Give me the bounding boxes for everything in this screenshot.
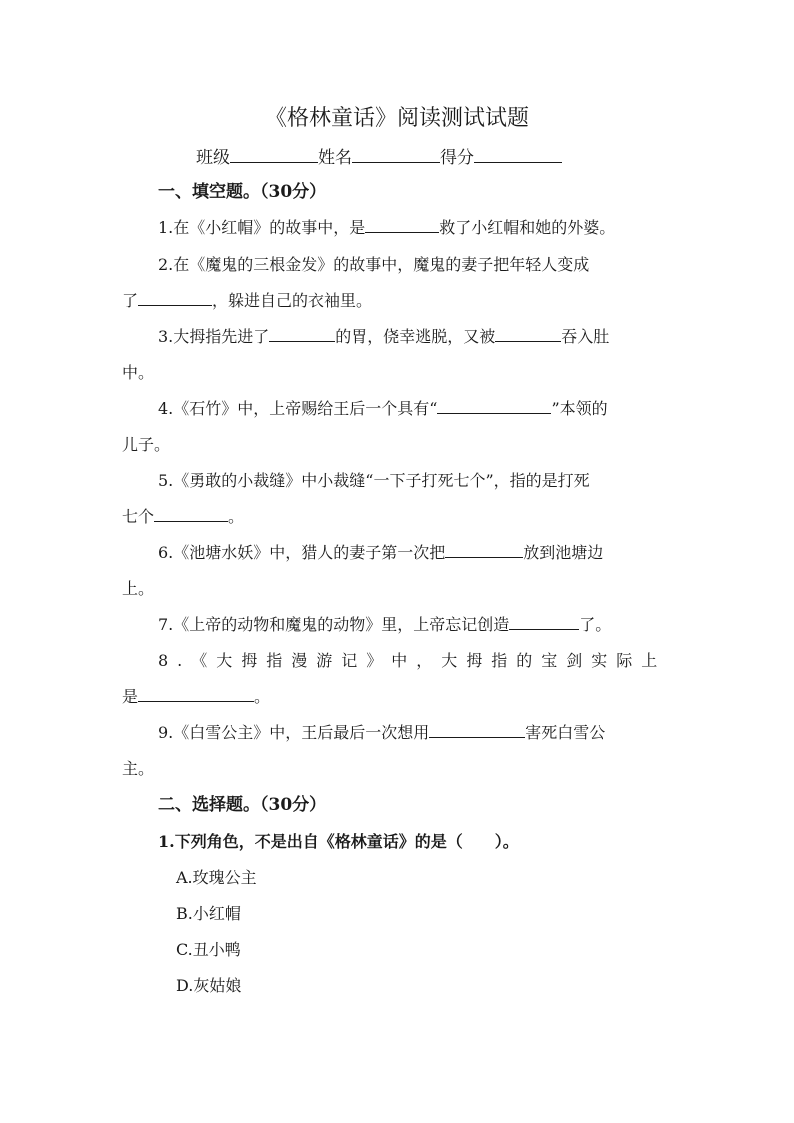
question-3-cont: 中。 bbox=[122, 363, 155, 382]
student-info-line bbox=[196, 145, 562, 171]
question-4: 4.《石竹》中，上帝赐给王后一个具有“ ”本领的 bbox=[122, 396, 674, 422]
answer-blank[interactable] bbox=[445, 540, 523, 558]
answer-blank[interactable] bbox=[429, 720, 525, 738]
option-c[interactable]: C.丑小鸭 bbox=[176, 940, 241, 959]
section-heading-fill-in: 一、填空题。（30分） bbox=[158, 182, 327, 202]
answer-blank[interactable] bbox=[154, 504, 228, 522]
option-d[interactable]: D.灰姑娘 bbox=[176, 976, 242, 995]
question-7: 7.《上帝的动物和魔鬼的动物》里，上帝忘记创造 了。 bbox=[122, 612, 674, 638]
answer-blank[interactable] bbox=[138, 684, 254, 702]
answer-blank[interactable] bbox=[365, 215, 439, 233]
name-blank[interactable] bbox=[352, 145, 440, 163]
option-a[interactable]: A.玫瑰公主 bbox=[176, 868, 257, 887]
question-6-cont: 上。 bbox=[122, 579, 155, 598]
score-label: 得分 bbox=[440, 148, 474, 168]
answer-blank[interactable] bbox=[269, 324, 335, 342]
answer-blank[interactable] bbox=[509, 612, 579, 630]
question-5: 5.《勇敢的小裁缝》中小裁缝“一下子打死七个”，指的是打死 bbox=[158, 471, 590, 490]
question-9: 9.《白雪公主》中，王后最后一次想用 害死白雪公 bbox=[122, 720, 674, 746]
name-label: 姓名 bbox=[318, 148, 352, 168]
question-5-cont: 七个 。 bbox=[122, 504, 674, 530]
question-9-cont: 主。 bbox=[122, 759, 155, 778]
question-4-cont: 儿子。 bbox=[122, 435, 171, 454]
class-blank[interactable] bbox=[230, 145, 318, 163]
answer-blank[interactable] bbox=[495, 324, 561, 342]
page-title: 《格林童话》阅读测试试题 bbox=[264, 106, 529, 131]
answer-blank[interactable] bbox=[138, 288, 212, 306]
mc-question-1: 1.下列角色，不是出自《格林童话》的是（ ）。 bbox=[158, 832, 519, 851]
question-1: 1.在《小红帽》的故事中，是 救了小红帽和她的外婆。 bbox=[122, 215, 674, 241]
option-b[interactable]: B.小红帽 bbox=[176, 904, 241, 923]
answer-blank[interactable] bbox=[437, 396, 551, 414]
question-2: 2.在《魔鬼的三根金发》的故事中，魔鬼的妻子把年轻人变成 bbox=[158, 255, 590, 274]
class-label: 班级 bbox=[196, 148, 230, 168]
question-8: 8.《大拇指漫游记》中，大拇指的宝剑实际上 bbox=[158, 651, 667, 670]
score-blank[interactable] bbox=[474, 145, 562, 163]
question-3: 3.大拇指先进了 的胃，侥幸逃脱，又被 吞入肚 bbox=[122, 324, 674, 350]
question-6: 6.《池塘水妖》中，猎人的妻子第一次把 放到池塘边 bbox=[122, 540, 674, 566]
section-heading-multiple-choice: 二、选择题。（30分） bbox=[158, 795, 327, 815]
question-2-cont: 了 ，躲进自己的衣袖里。 bbox=[122, 288, 674, 314]
question-8-cont: 是 。 bbox=[122, 684, 674, 710]
